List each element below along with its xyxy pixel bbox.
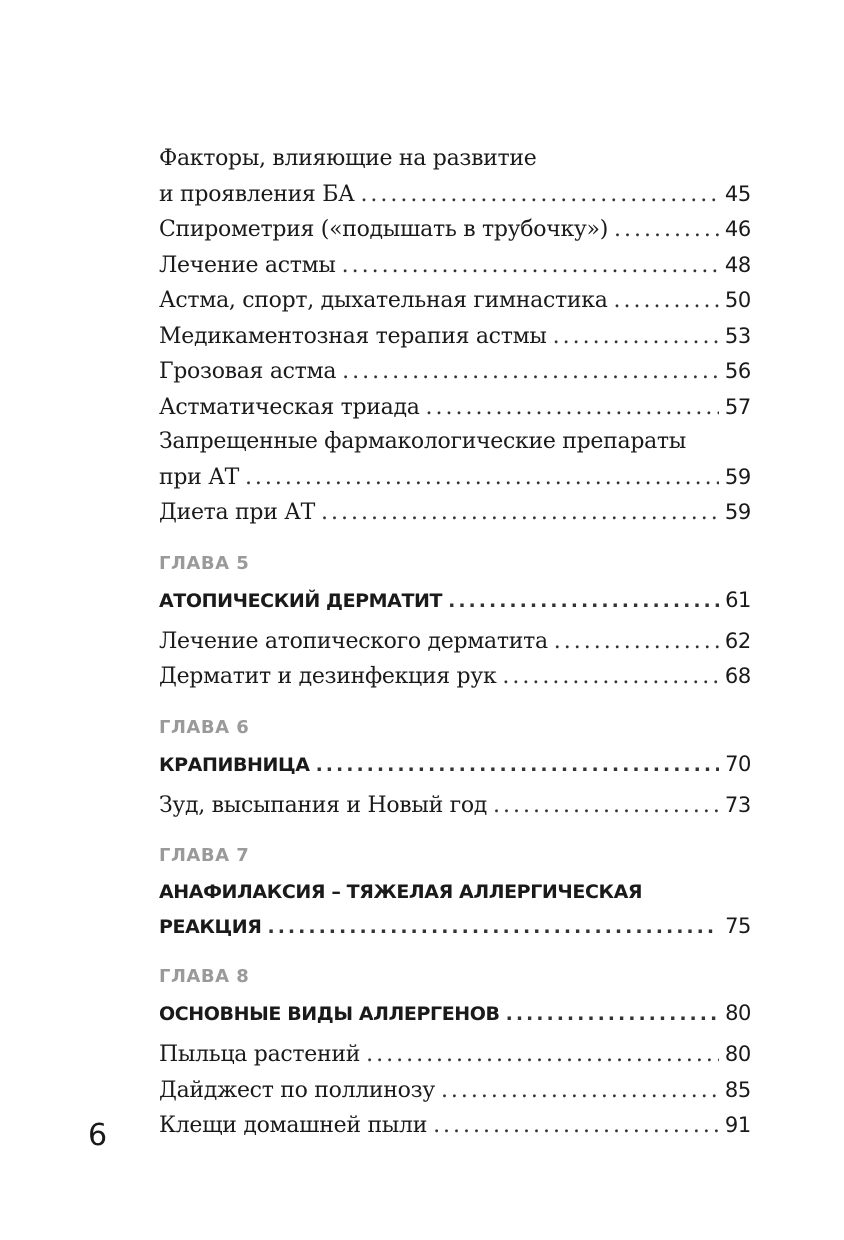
toc-entry-page: 53 bbox=[724, 323, 751, 348]
toc-entry[interactable] bbox=[159, 212, 751, 248]
dot-leader bbox=[554, 625, 719, 660]
toc-entry-page: 91 bbox=[724, 1113, 751, 1137]
dot-leader bbox=[245, 461, 719, 496]
toc-entry-title: Астматическая триада bbox=[159, 394, 420, 420]
dot-leader bbox=[506, 997, 719, 1031]
dot-leader bbox=[441, 1074, 719, 1109]
toc-entry-title: Дерматит и дезинфекция рук bbox=[159, 664, 497, 689]
chapter-label: ГЛАВА 7 bbox=[159, 845, 250, 866]
toc-entry-page: 85 bbox=[724, 1077, 751, 1102]
chapter-title-line1: АНАФИЛАКСИЯ – ТЯЖЕЛАЯ АЛЛЕРГИЧЕСКАЯ bbox=[159, 881, 643, 903]
chapter-title: КРАПИВНИЦА bbox=[159, 753, 310, 776]
toc-entry-page: 45 bbox=[724, 181, 751, 206]
chapter-label: ГЛАВА 6 bbox=[159, 716, 250, 738]
dot-leader bbox=[268, 910, 720, 944]
toc-entry-title: Пыльца растений bbox=[159, 1042, 361, 1067]
page-number: 6 bbox=[88, 1118, 108, 1153]
toc-entry[interactable] bbox=[159, 624, 751, 660]
toc-entry-page: 57 bbox=[724, 394, 751, 419]
chapter-page: 61 bbox=[725, 587, 751, 612]
toc-entry[interactable] bbox=[159, 1108, 751, 1144]
chapter-label: ГЛАВА 5 bbox=[159, 552, 250, 574]
toc-entry[interactable] bbox=[159, 1037, 751, 1073]
toc-entry-title: Диета при АТ bbox=[159, 500, 315, 525]
chapter-label: ГЛАВА 8 bbox=[159, 966, 250, 987]
toc-entry-title: Клещи домашней пыли bbox=[159, 1113, 428, 1138]
table-of-contents bbox=[159, 142, 751, 1144]
toc-entry[interactable] bbox=[159, 495, 751, 531]
chapter-page: 80 bbox=[725, 1001, 751, 1025]
toc-entry-title: Зуд, высыпания и Новый год bbox=[159, 792, 488, 818]
toc-entry[interactable] bbox=[159, 425, 751, 495]
dot-leader bbox=[553, 320, 719, 355]
toc-entry-title: Лечение атопического дерматита bbox=[159, 628, 548, 654]
dot-leader bbox=[614, 213, 719, 248]
dot-leader bbox=[342, 355, 719, 390]
toc-entry-page: 56 bbox=[724, 359, 751, 383]
chapter-title-entry[interactable] bbox=[159, 747, 751, 782]
toc-entry-page: 59 bbox=[724, 500, 751, 524]
toc-entry-page: 80 bbox=[724, 1042, 751, 1066]
toc-entry-title: Медикаментозная терапия астмы bbox=[159, 323, 547, 349]
dot-leader bbox=[342, 249, 719, 284]
toc-entry[interactable] bbox=[159, 659, 751, 695]
dot-leader bbox=[426, 391, 719, 426]
toc-entry-title: Дайджест по поллинозу bbox=[159, 1077, 435, 1103]
toc-entry[interactable] bbox=[159, 788, 751, 824]
toc-entry-title-line1: Факторы, влияющие на развитие bbox=[159, 146, 537, 171]
toc-entry[interactable] bbox=[159, 354, 751, 390]
toc-entry-title: Лечение астмы bbox=[159, 252, 336, 278]
dot-leader bbox=[502, 660, 718, 695]
dot-leader bbox=[360, 178, 718, 213]
toc-entry-title: при АТ bbox=[159, 464, 239, 490]
chapter-title: АТОПИЧЕСКИЙ ДЕРМАТИТ bbox=[159, 589, 443, 612]
toc-entry-page: 48 bbox=[724, 252, 751, 277]
dot-leader bbox=[366, 1038, 719, 1073]
toc-entry-title: Астма, спорт, дыхательная гимнастика bbox=[159, 288, 608, 313]
dot-leader bbox=[614, 284, 719, 319]
toc-entry[interactable] bbox=[159, 1073, 751, 1109]
toc-entry-page: 73 bbox=[724, 792, 751, 817]
chapter-title: ОСНОВНЫЕ ВИДЫ АЛЛЕРГЕНОВ bbox=[159, 1003, 500, 1025]
toc-entry[interactable] bbox=[159, 248, 751, 284]
toc-entry-page: 46 bbox=[724, 217, 751, 241]
toc-entry-title: Грозовая астма bbox=[159, 359, 337, 384]
chapter-title-entry[interactable] bbox=[159, 583, 751, 618]
toc-entry[interactable] bbox=[159, 390, 751, 426]
toc-entry-title: Спирометрия («подышать в трубочку») bbox=[159, 217, 608, 242]
toc-entry[interactable] bbox=[159, 319, 751, 355]
chapter-title-entry[interactable] bbox=[159, 996, 751, 1031]
chapter-title-entry[interactable] bbox=[159, 875, 751, 944]
chapter-page: 75 bbox=[725, 914, 751, 938]
toc-entry-page: 50 bbox=[724, 288, 751, 312]
toc-entry[interactable] bbox=[159, 142, 751, 212]
toc-entry-page: 62 bbox=[724, 628, 751, 653]
dot-leader bbox=[493, 789, 719, 824]
chapter-title: РЕАКЦИЯ bbox=[159, 916, 262, 938]
dot-leader bbox=[321, 496, 719, 531]
toc-entry-page: 59 bbox=[724, 464, 751, 489]
dot-leader bbox=[316, 748, 719, 782]
toc-entry-page: 68 bbox=[724, 664, 751, 688]
toc-entry[interactable] bbox=[159, 283, 751, 319]
dot-leader bbox=[433, 1109, 719, 1144]
dot-leader bbox=[448, 584, 719, 618]
toc-entry-title-line1: Запрещенные фармакологические препараты bbox=[159, 429, 686, 454]
toc-entry-title: и проявления БА bbox=[159, 181, 355, 207]
chapter-page: 70 bbox=[725, 751, 751, 776]
